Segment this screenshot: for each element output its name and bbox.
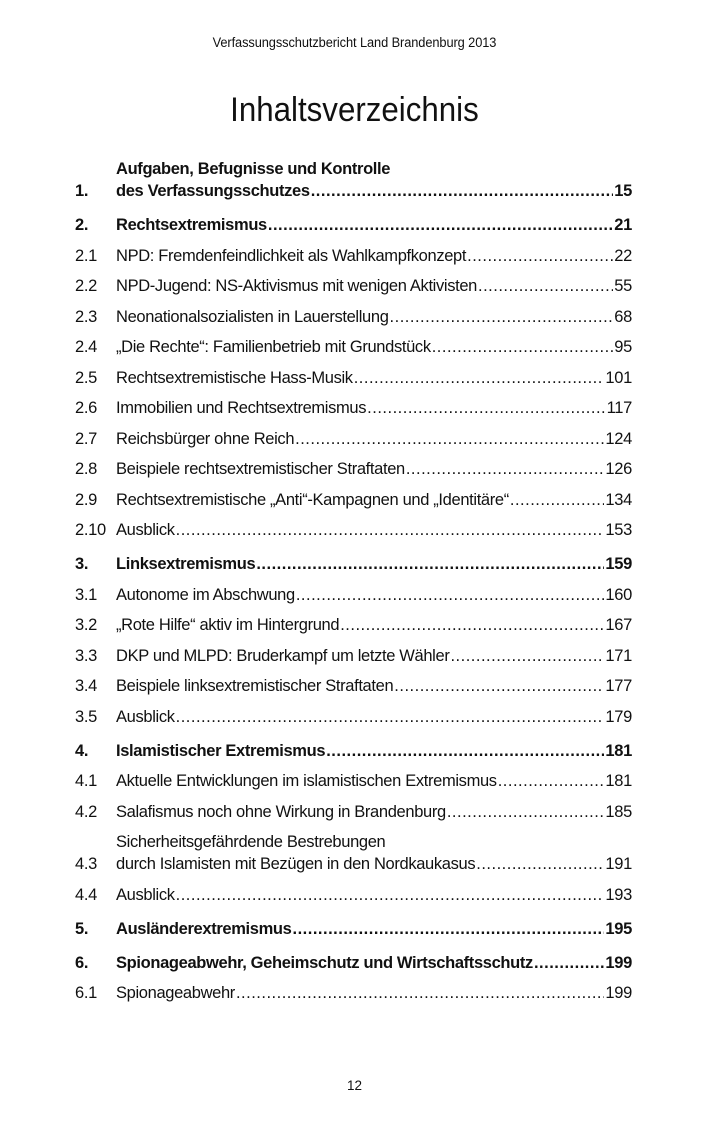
toc-title: Beispiele rechtsextremistischer Straftaten (116, 460, 405, 478)
toc-page-number: 117 (606, 399, 632, 417)
toc-number: 2.10 (75, 521, 106, 539)
toc-title: Ausblick (116, 885, 175, 904)
toc-page-number: 181 (605, 772, 632, 790)
table-of-contents (75, 158, 632, 1013)
dot-leader (295, 428, 604, 450)
toc-page-number: 68 (614, 307, 632, 326)
dot-leader (176, 519, 605, 541)
dot-leader (236, 982, 604, 1004)
dot-leader (510, 489, 604, 511)
dot-leader (326, 740, 604, 762)
toc-entry (75, 706, 632, 728)
toc-entry (75, 831, 632, 875)
toc-number: 3.4 (75, 677, 98, 695)
dot-leader (534, 952, 604, 974)
toc-title: Salafismus noch ohne Wirkung in Brandenburg (116, 802, 446, 821)
toc-entry (75, 306, 632, 328)
toc-page-number: 199 (605, 984, 632, 1002)
toc-title-line: Sicherheitsgefährdende Bestrebungen (116, 833, 386, 851)
toc-entry (75, 245, 632, 267)
dot-leader (340, 614, 604, 636)
toc-entry (75, 428, 632, 450)
toc-title: des Verfassungsschutzes (116, 182, 310, 200)
toc-page-number: 153 (605, 521, 632, 539)
toc-entry (75, 675, 632, 697)
toc-page-number: 55 (614, 277, 632, 295)
toc-title: „Rote Hilfe“ aktiv im Hintergrund (116, 616, 340, 634)
toc-title: Reichsbürger ohne Reich (116, 429, 295, 448)
toc-page-number: 126 (605, 460, 632, 478)
toc-title: Spionageabwehr (116, 984, 235, 1002)
toc-title: „Die Rechte“: Familienbetrieb mit Grundstück (116, 338, 431, 356)
toc-title: Rechtsextremistische „Anti“-Kampagnen und „Identitäre“ (116, 490, 509, 509)
toc-entry (75, 801, 632, 823)
toc-number: 4. (75, 741, 89, 760)
dot-leader (296, 584, 605, 606)
toc-entry (75, 458, 632, 480)
toc-number: 4.3 (75, 855, 98, 873)
toc-page-number: 101 (605, 368, 632, 387)
toc-number: 6. (75, 953, 89, 972)
toc-entry (75, 519, 632, 541)
toc-number: 2.4 (75, 338, 98, 356)
dot-leader (476, 853, 604, 875)
toc-number: 3.2 (75, 616, 98, 634)
toc-number: 4.4 (75, 885, 98, 904)
toc-page-number: 124 (605, 429, 632, 448)
dot-leader (450, 645, 604, 667)
toc-number: 2.1 (75, 246, 98, 265)
toc-entry (75, 275, 632, 297)
toc-number: 2.8 (75, 460, 98, 478)
toc-page-number: 199 (605, 953, 632, 972)
toc-page-number: 95 (614, 338, 632, 356)
toc-entry (75, 336, 632, 358)
toc-title: Rechtsextremistische Hass-Musik (116, 368, 353, 387)
toc-chapter-entry (75, 918, 632, 940)
toc-entry (75, 584, 632, 606)
dot-leader (498, 770, 605, 792)
toc-page-number: 134 (605, 490, 632, 509)
dot-leader (311, 180, 614, 202)
toc-chapter-entry (75, 952, 632, 974)
toc-page-number: 191 (605, 855, 632, 873)
toc-title: Linksextremismus (116, 555, 256, 573)
toc-title: Spionageabwehr, Geheimschutz und Wirtschaftsschutz (116, 953, 533, 972)
toc-title: Autonome im Abschwung (116, 585, 295, 604)
dot-leader (354, 367, 605, 389)
dot-leader (467, 245, 613, 267)
toc-title: Islamistischer Extremismus (116, 741, 326, 760)
toc-page-number: 167 (605, 616, 632, 634)
toc-page-number: 195 (605, 919, 632, 938)
page-title: Inhaltsverzeichnis (230, 90, 479, 129)
toc-page-number: 21 (614, 216, 632, 234)
toc-title: Aktuelle Entwicklungen im islamistischen Extremismus (116, 772, 497, 790)
toc-entry (75, 397, 632, 419)
toc-entry (75, 770, 632, 792)
toc-entry (75, 982, 632, 1004)
toc-title: DKP und MLPD: Bruderkampf um letzte Wähler (116, 646, 450, 665)
toc-title: Neonationalsozialisten in Lauerstellung (116, 307, 389, 326)
toc-number: 4.2 (75, 802, 98, 821)
toc-number: 2.2 (75, 277, 98, 295)
toc-number: 3.1 (75, 585, 98, 604)
toc-number: 1. (75, 182, 89, 200)
toc-title: Ausblick (116, 707, 175, 726)
dot-leader (478, 275, 613, 297)
toc-entry (75, 645, 632, 667)
toc-number: 2.6 (75, 399, 98, 417)
dot-leader (406, 458, 605, 480)
toc-number: 2.5 (75, 368, 98, 387)
toc-number: 3.3 (75, 646, 98, 665)
toc-page-number: 160 (605, 585, 632, 604)
dot-leader (176, 706, 605, 728)
toc-title: Ausländerextremismus (116, 919, 292, 938)
toc-entry (75, 884, 632, 906)
toc-chapter-entry (75, 740, 632, 762)
toc-page-number: 185 (605, 802, 632, 821)
running-header: Verfassungsschutzbericht Land Brandenburg 2013 (212, 35, 497, 50)
toc-page-number: 177 (605, 677, 632, 695)
toc-entry (75, 489, 632, 511)
toc-number: 2.7 (75, 429, 98, 448)
toc-title: NPD: Fremdenfeindlichkeit als Wahlkampfkonzept (116, 246, 467, 265)
toc-page-number: 159 (605, 555, 632, 573)
dot-leader (268, 214, 613, 236)
toc-chapter-entry (75, 158, 632, 202)
toc-title: Beispiele linksextremistischer Straftaten (116, 677, 394, 695)
toc-title: Rechtsextremismus (116, 216, 267, 234)
dot-leader (367, 397, 605, 419)
toc-page-number: 181 (605, 741, 632, 760)
toc-number: 2.3 (75, 307, 98, 326)
toc-page-number: 15 (614, 182, 632, 200)
toc-page-number: 171 (605, 646, 632, 665)
toc-page-number: 22 (614, 246, 632, 265)
toc-title: Immobilien und Rechtsextremismus (116, 399, 367, 417)
toc-entry (75, 367, 632, 389)
toc-number: 4.1 (75, 772, 98, 790)
toc-title: durch Islamisten mit Bezügen in den Nordkaukasus (116, 855, 476, 873)
toc-chapter-entry (75, 553, 632, 575)
dot-leader (293, 918, 605, 940)
toc-chapter-entry (75, 214, 632, 236)
toc-number: 3. (75, 555, 89, 573)
dot-leader (176, 884, 605, 906)
dot-leader (447, 801, 605, 823)
dot-leader (394, 675, 604, 697)
dot-leader (390, 306, 614, 328)
toc-number: 5. (75, 919, 89, 938)
dot-leader (256, 553, 604, 575)
toc-number: 6.1 (75, 984, 98, 1002)
toc-title: NPD-Jugend: NS-Aktivismus mit wenigen Aktivisten (116, 277, 478, 295)
toc-entry (75, 614, 632, 636)
toc-number: 2.9 (75, 490, 98, 509)
toc-number: 2. (75, 216, 89, 234)
toc-page-number: 179 (605, 707, 632, 726)
page-number: 12 (346, 1078, 363, 1093)
dot-leader (432, 336, 614, 358)
toc-title-line: Aufgaben, Befugnisse und Kontrolle (116, 160, 391, 178)
toc-page-number: 193 (605, 885, 632, 904)
toc-title: Ausblick (116, 521, 175, 539)
toc-number: 3.5 (75, 707, 98, 726)
